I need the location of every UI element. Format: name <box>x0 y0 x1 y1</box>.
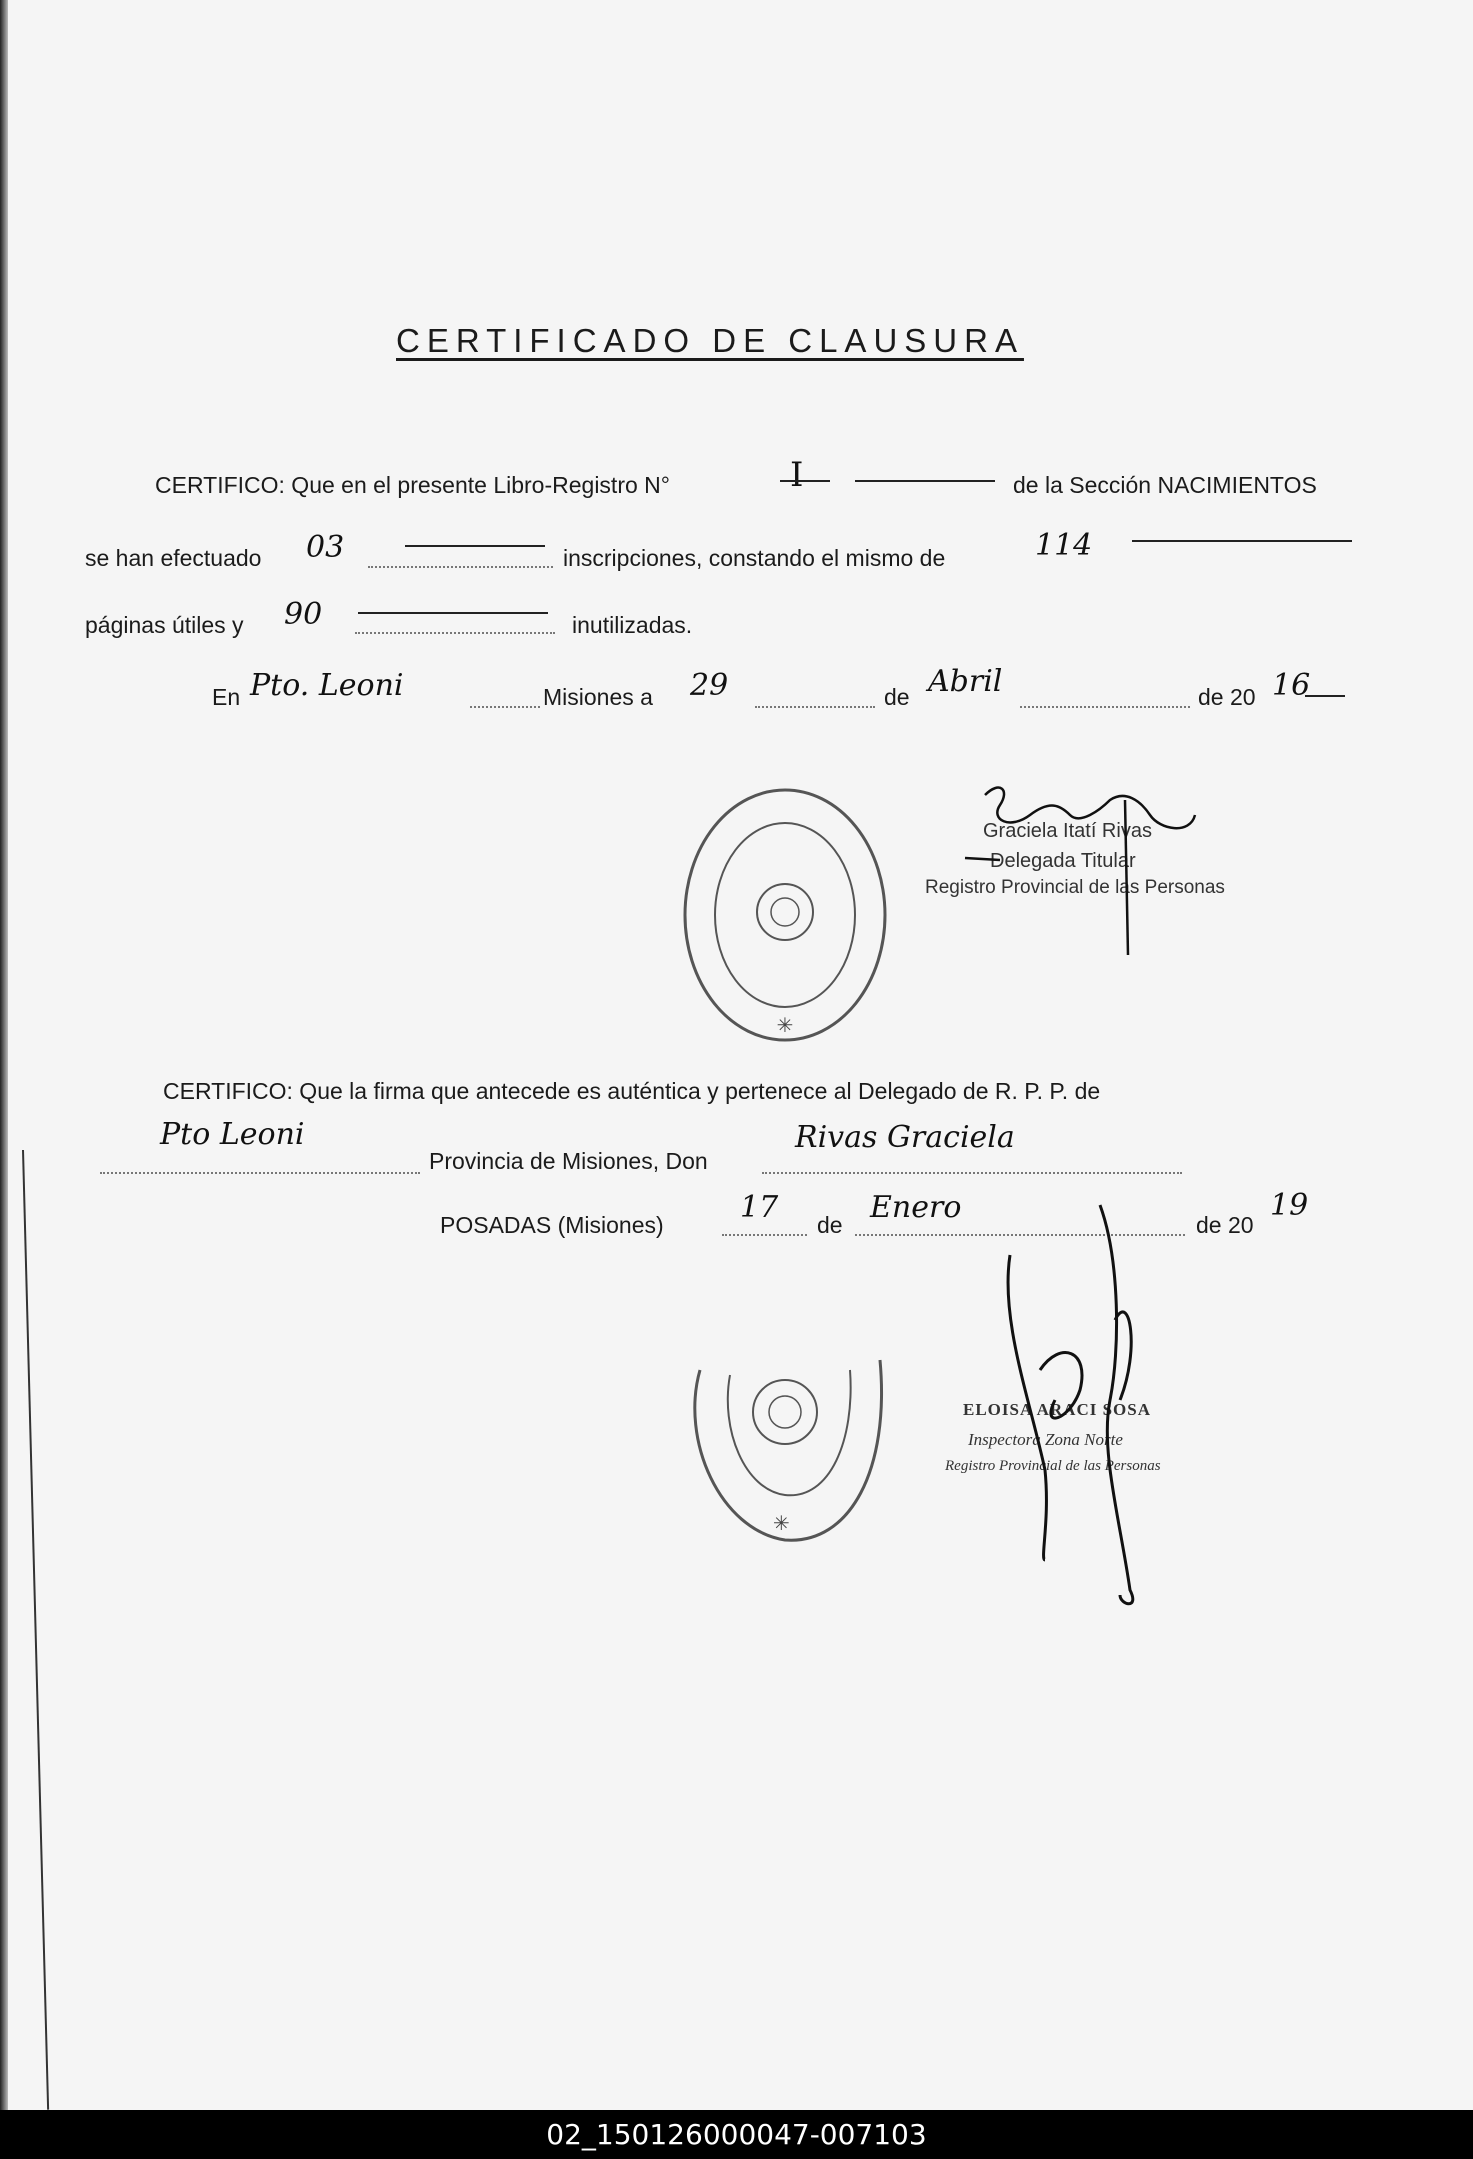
para2-delegado-handwritten: Rivas Graciela <box>795 1120 1015 1155</box>
para2-de20: de 20 <box>1196 1212 1254 1238</box>
para1-line3-text: páginas útiles y <box>85 612 244 638</box>
para2-dia-handwritten: 17 <box>740 1190 779 1225</box>
signature1-role: Delegada Titular <box>990 850 1136 872</box>
para1-line1-section: de la Sección NACIMIENTOS <box>1013 472 1317 498</box>
document-id-footer: 02_150126000047-007103 <box>0 2110 1473 2159</box>
inscripciones-number: 03 <box>306 530 345 565</box>
para2-posadas: POSADAS (Misiones) <box>440 1212 664 1238</box>
paginas-number: 114 <box>1035 528 1093 563</box>
para1-line2-tail: inscripciones, constando el mismo de <box>563 545 946 571</box>
para1-de: de <box>884 684 910 710</box>
para1-line2-text: se han efectuado <box>85 545 262 571</box>
stamp1-star: ✳ <box>776 1013 794 1037</box>
document-title: CERTIFICADO DE CLAUSURA <box>396 322 1024 359</box>
signature1-org: Registro Provincial de las Personas <box>925 877 1225 898</box>
stamp2-star: ✳ <box>773 1511 790 1535</box>
para1-en: En <box>212 684 241 710</box>
para1-misiones: Misiones a <box>543 684 653 710</box>
anio-handwritten: 16 <box>1272 668 1311 703</box>
dia-handwritten: 29 <box>690 668 729 703</box>
signature1-scribble <box>965 788 1195 955</box>
signature2-scribble <box>1008 1205 1133 1604</box>
mes-handwritten: Abril <box>928 664 1003 699</box>
signature2-role: Inspectora Zona Norte <box>968 1430 1123 1449</box>
para2-anio-handwritten: 19 <box>1270 1188 1309 1223</box>
lugar-handwritten: Pto. Leoni <box>250 668 404 703</box>
para1-de20: de 20 <box>1198 684 1256 710</box>
stamp1-oval <box>685 790 885 1040</box>
signature2-org: Registro Provincial de las Personas <box>945 1458 1161 1474</box>
para1-line3-tail: inutilizadas. <box>572 612 693 638</box>
para2-provincia: Provincia de Misiones, Don <box>429 1148 708 1174</box>
inutilizadas-number: 90 <box>284 597 323 632</box>
para2-de: de <box>817 1212 843 1238</box>
para2-lugar-handwritten: Pto Leoni <box>160 1117 305 1152</box>
para2-mes-handwritten: Enero <box>870 1190 962 1225</box>
signature1-name: Graciela Itatí Rivas <box>983 820 1152 842</box>
signature2-name: ELOISA ARACI SOSA <box>963 1400 1152 1419</box>
para2-line1: CERTIFICO: Que la firma que antecede es auténtica y pertenece al Delegado de R. P. P. de <box>163 1078 1101 1104</box>
para1-line1-text: CERTIFICO: Que en el presente Libro-Registro N° <box>155 472 670 498</box>
libro-number: I <box>790 455 804 495</box>
